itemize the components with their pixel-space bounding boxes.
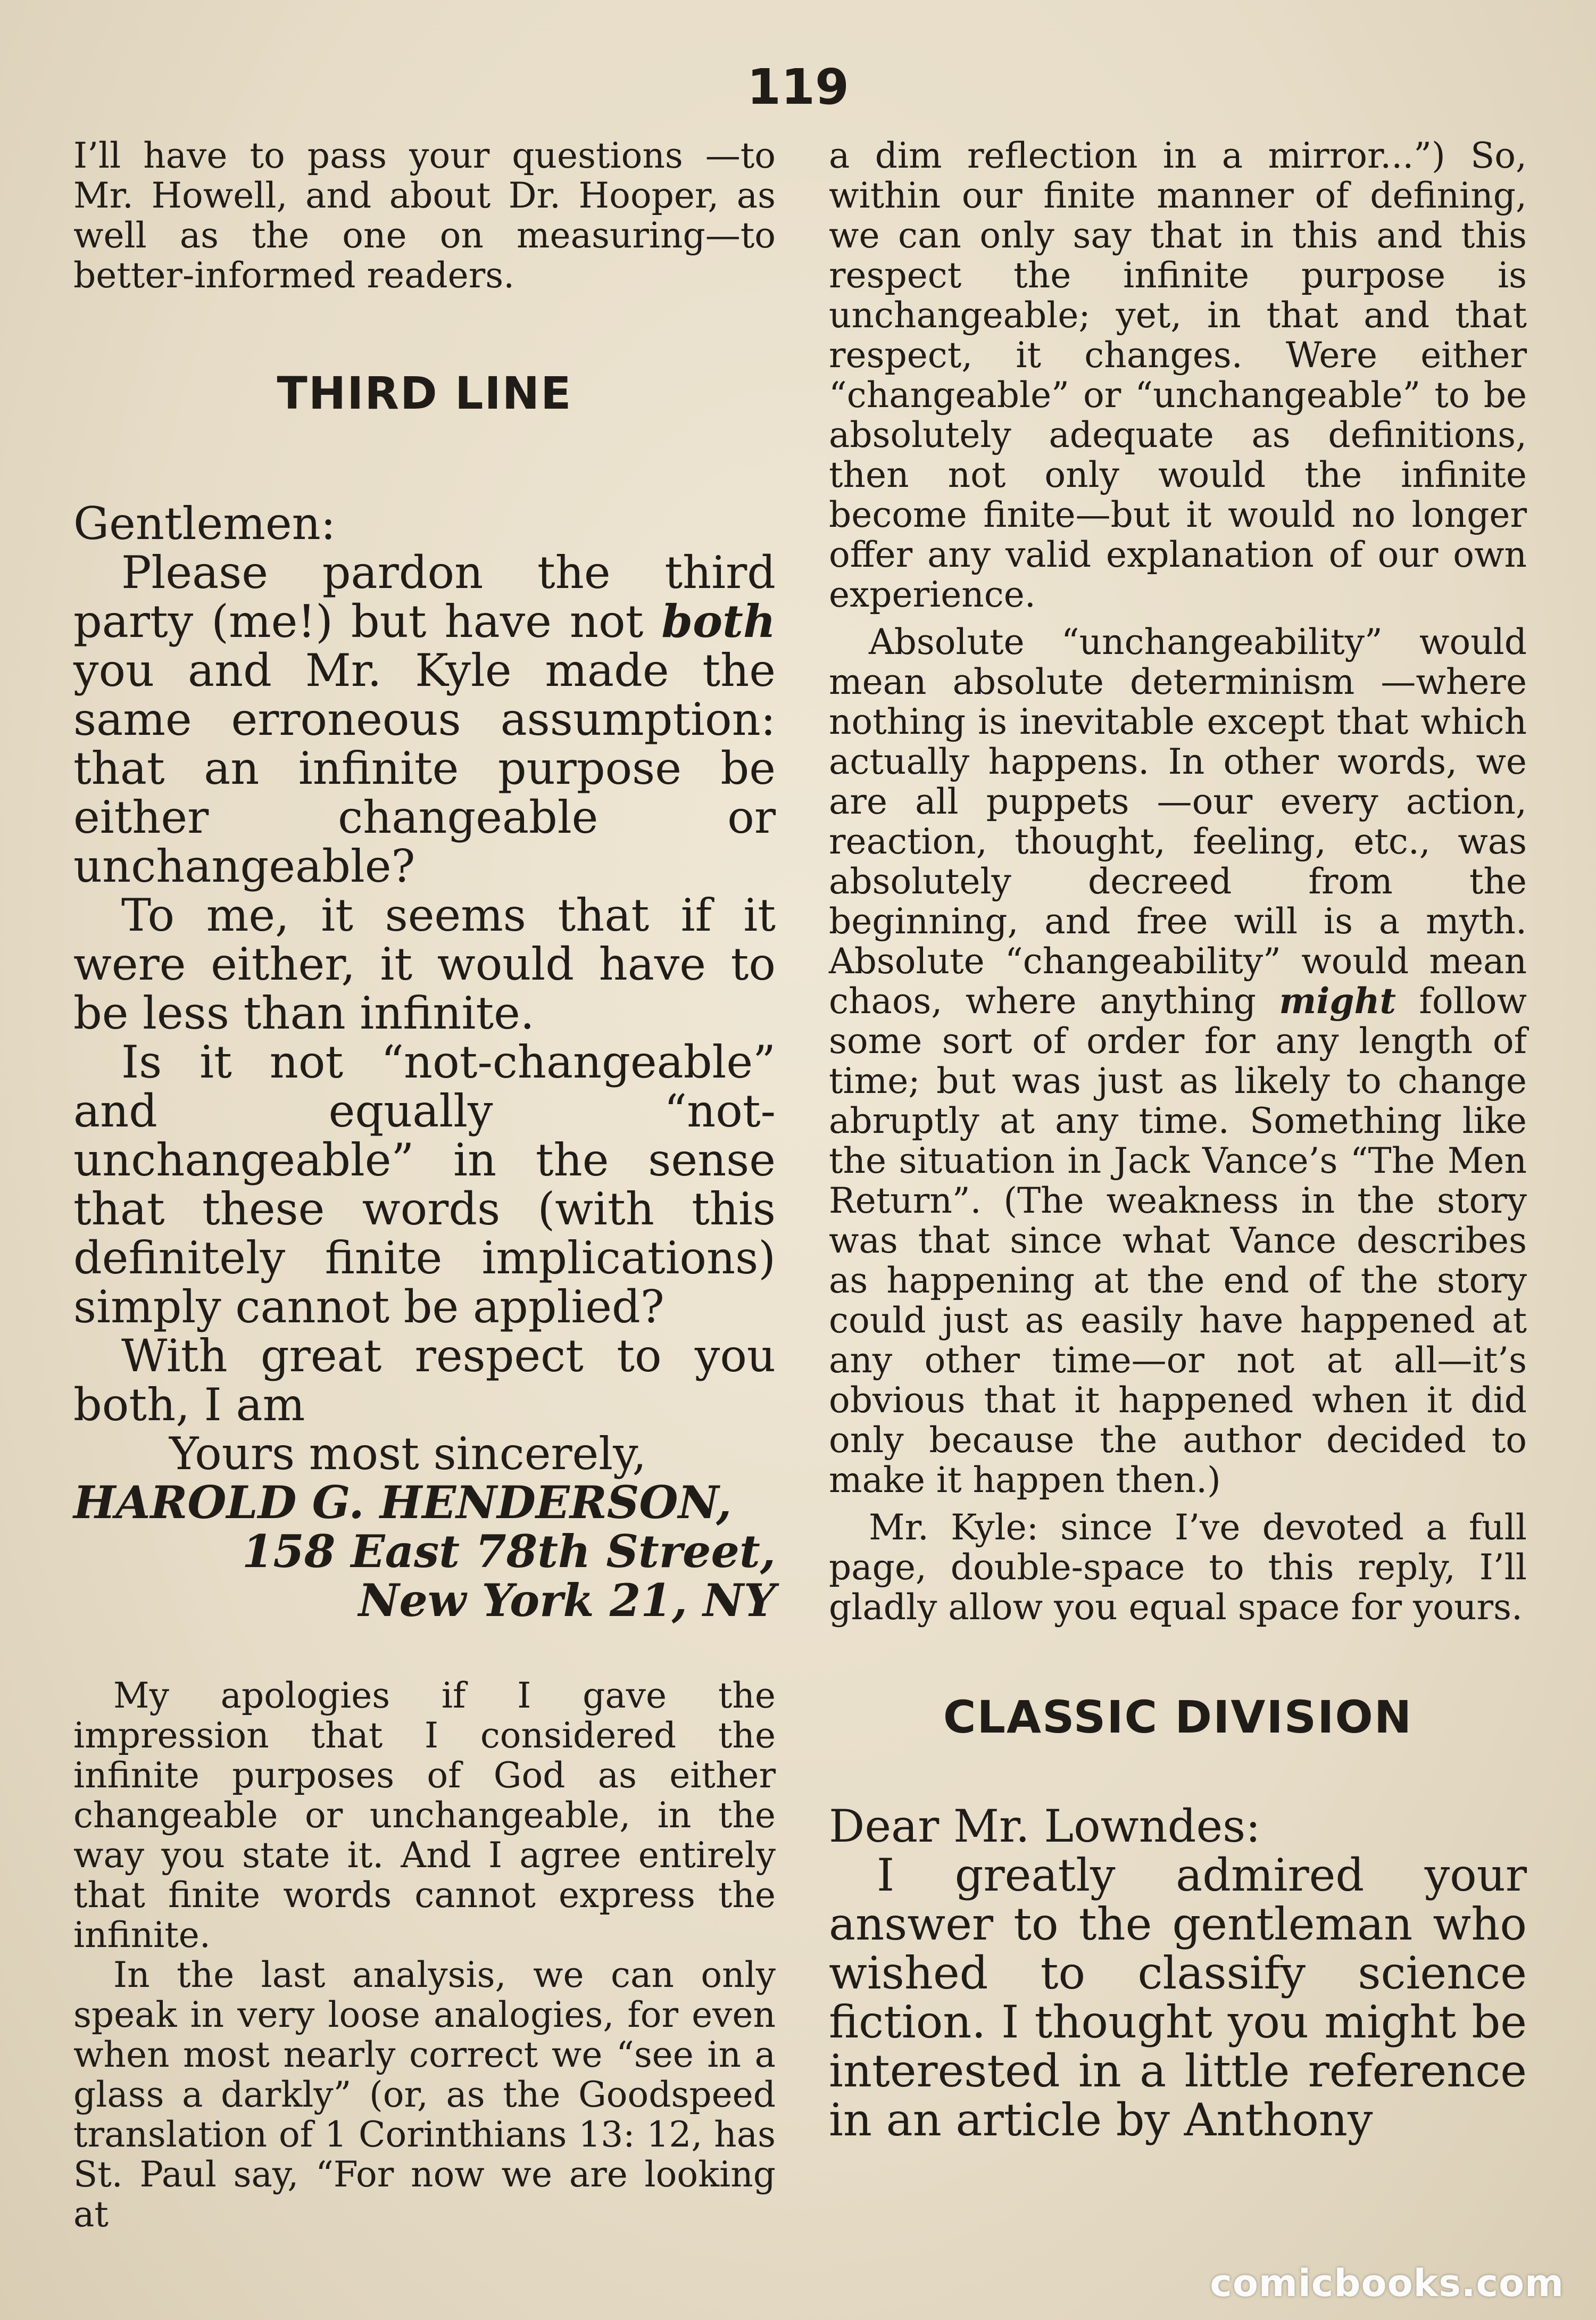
editor-reply-intro	[73, 136, 776, 295]
editor-reply	[73, 1676, 776, 2234]
right-column	[829, 136, 1527, 2144]
letter-paragraph: I greatly admired your answer to the gentleman who wished to classify science fiction. I thought you might be interested in a little reference in an article by Anthony	[829, 1849, 1527, 2146]
reply-paragraph: Mr. Kyle: since I’ve devoted a full page, double-space to this reply, I’ll gladly allow you equal space for yours.	[829, 1507, 1527, 1628]
intro-paragraph: I’ll have to pass your questions —to Mr. Howell, and about Dr. Hooper, as well as the one on measuring—to better-informed readers.	[73, 135, 776, 296]
letter-closing: Yours most sincerely,	[169, 1428, 647, 1480]
letter-salutation: Dear Mr. Lowndes:	[829, 1800, 1261, 1852]
page-number: 119	[746, 59, 850, 115]
reply-paragraph: My apologies if I gave the impression that I considered the infinite purposes of God as either changeable or unchangeable, in the way you state it. And I agree entirely that finite words cannot express the infinite.	[73, 1675, 776, 1956]
reply-paragraph: Absolute “unchangeability” would mean absolute determinism —where nothing is inevitable except that which actually happens. In other words, we are all puppets —our every action, reaction, thought, feeling, etc., was absolutely decreed from the beginning, and free will is a myth. Absolute “changeability” would mean chaos, where anything might follow some sort of order for any length of time; but was just as likely to change abruptly at any time. Something like the situation in Jack Vance’s “The Men Return”. (The weakness in the story was that since what Vance describes as happening at the end of the story could just as easily have happened at any other time—or not at all—it’s obvious that it happened when it did only because the author decided to make it happen then.)	[829, 622, 1527, 1501]
left-column	[73, 136, 776, 2234]
reply-paragraph: a dim reflection in a mirror...”) So, within our finite manner of defining, we can only say that in this and this respect the infinite purpose is unchangeable; yet, in that and that respect, it changes. Were either “changeable” or “unchangeable” to be absolutely adequate as definitions, then not only would the infinite become finite—but it would no longer offer any valid explanation of our own experience.	[829, 135, 1527, 615]
watermark: comicbooks.com	[1210, 2261, 1564, 2305]
letter-paragraph: Please pardon the third party (me!) but have not both you and Mr. Kyle made the same erroneous assumption: that an infinite purpose be either changeable or unchangeable?	[73, 546, 776, 892]
letter-paragraph: With great respect to you both, I am	[73, 1330, 776, 1431]
editor-reply-continued	[829, 136, 1527, 1627]
letter-paragraph: To me, it seems that if it were either, it would have to be less than infinite.	[73, 889, 776, 1039]
signature-address-line1: 158 East 78th Street,	[242, 1525, 776, 1578]
reply-paragraph: In the last analysis, we can only speak in very loose analogies, for even when most nearly correct we “see in a glass a darkly” (or, as the Goodspeed translation of 1 Corinthians 13: 12, has St. Paul say, “For now we are looking at	[73, 1954, 776, 2235]
signature-address-line2: New York 21, NY	[358, 1574, 776, 1627]
letter-paragraph: Is it not “not-changeable” and equally “not-unchangeable” in the sense that these words (with this definitely finite implications) simply cannot be applied?	[73, 1036, 776, 1333]
letter-salutation: Gentlemen:	[73, 498, 336, 550]
signature-name: HAROLD G. HENDERSON,	[73, 1476, 732, 1529]
section-heading-third-line: THIRD LINE	[277, 367, 572, 419]
section-heading-classic-division: CLASSIC DIVISION	[943, 1691, 1413, 1743]
letter-classic-division	[829, 1802, 1527, 2144]
letter-henderson	[73, 499, 776, 1625]
